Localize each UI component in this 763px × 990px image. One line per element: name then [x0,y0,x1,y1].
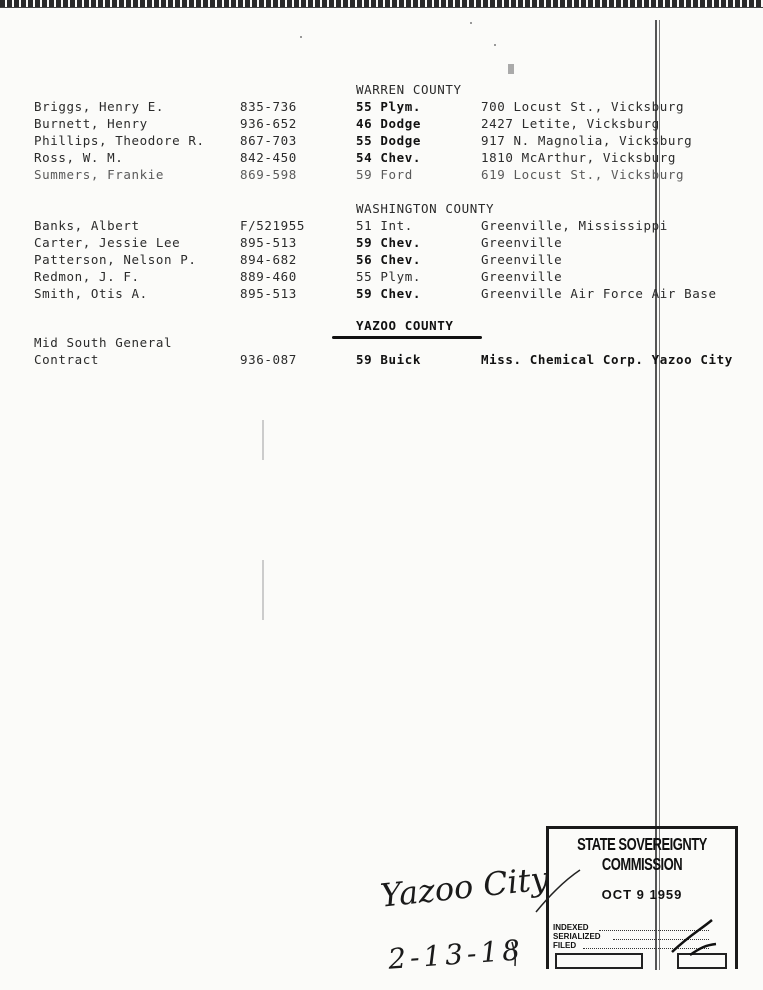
entry-vehicle: 55 Plym. [356,269,422,284]
entry-number: 895-513 [240,286,297,301]
entry-name: Banks, Albert [34,218,140,233]
entry-address: Greenville [481,269,563,284]
entry-name: Smith, Otis A. [34,286,148,301]
pen-stroke [512,942,515,966]
entry-address: 700 Locust St., Vicksburg [481,99,685,114]
entry-vehicle: 59 Buick [356,352,422,367]
entry-address: Greenville, Mississippi [481,218,668,233]
pen-stroke [536,870,580,912]
entry-address: Greenville [481,252,563,267]
entry-vehicle: 55 Plym. [356,99,422,114]
stamp-serialized: SERIALIZED [553,932,601,941]
entry-name-line1: Mid South General [34,335,173,350]
entry-number: 889-460 [240,269,297,284]
entry-number: F/521955 [240,218,306,233]
entry-vehicle: 55 Dodge [356,133,422,148]
entry-address: 1810 McArthur, Vicksburg [481,150,677,165]
initials-scribble [672,920,716,955]
entry-name: Redmon, J. F. [34,269,140,284]
entry-number: 842-450 [240,150,297,165]
entry-name: Briggs, Henry E. [34,99,165,114]
entry-number: 895-513 [240,235,297,250]
entry-number: 894-682 [240,252,297,267]
yazoo-county-heading: YAZOO COUNTY [356,318,454,333]
handwritten-file-number: 2-13-18 [387,933,525,976]
entry-vehicle: 51 Int. [356,218,413,233]
entry-name-line2: Contract [34,352,100,367]
entry-name: Carter, Jessie Lee [34,235,181,250]
entry-number: 936-652 [240,116,297,131]
entry-vehicle: 59 Ford [356,167,413,182]
stamp-date: OCT 9 1959 [601,887,683,902]
entry-number: 869-598 [240,167,297,182]
stamp-title: STATE SOVEREIGNTY COMMISSION [577,833,707,875]
washington-county-heading: WASHINGTON COUNTY [356,201,495,216]
stamp-indexed: INDEXED [553,923,589,932]
entry-vehicle: 59 Chev. [356,286,422,301]
entry-name: Ross, W. M. [34,150,124,165]
entry-vehicle: 46 Dodge [356,116,422,131]
entry-address: 619 Locust St., Vicksburg [481,167,685,182]
entry-address: Greenville [481,235,563,250]
entry-name: Summers, Frankie [34,167,165,182]
entry-address: 917 N. Magnolia, Vicksburg [481,133,693,148]
warren-county-heading: WARREN COUNTY [356,82,462,97]
entry-number: 936-087 [240,352,297,367]
entry-address: Greenville Air Force Air Base [481,286,717,301]
entry-name: Burnett, Henry [34,116,148,131]
stamp-filed: FILED [553,941,577,950]
entry-number: 835-736 [240,99,297,114]
entry-name: Patterson, Nelson P. [34,252,197,267]
entry-vehicle: 59 Chev. [356,235,422,250]
entry-address: Miss. Chemical Corp. Yazoo City [481,352,733,367]
entry-vehicle: 56 Chev. [356,252,422,267]
handwritten-note: Yazoo City [378,859,551,915]
entry-address: 2427 Letite, Vicksburg [481,116,660,131]
entry-vehicle: 54 Chev. [356,150,422,165]
entry-name: Phillips, Theodore R. [34,133,205,148]
entry-number: 867-703 [240,133,297,148]
